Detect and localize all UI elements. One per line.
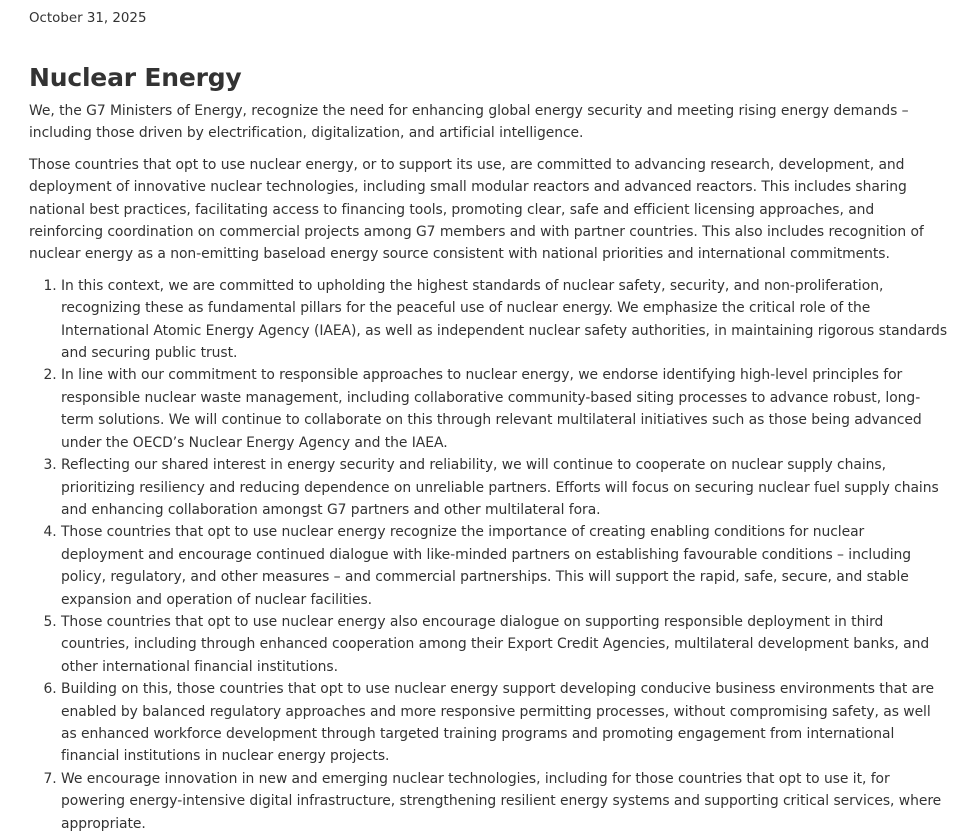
list-item: 4. Those countries that opt to use nuclear energy recognize the importance of creating enabling conditions for nuclear deployment and encourage continued dialogue with like-minded partners on establishing favourable conditions – including policy, regulatory, and other measures – and commercial partnerships. This will support the rapid, safe, secure, and stable expansion and operation of nuclear facilities.	[61, 521, 948, 611]
list-item: 2. In line with our commitment to responsible approaches to nuclear energy, we endorse identifying high-level principles for responsible nuclear waste management, including collaborative community-based siting processes to advance robust, long-term solutions. We will continue to collaborate on this through relevant multilateral initiatives such as those being advanced under the OECD’s Nuclear Energy Agency and the IAEA.	[61, 364, 948, 454]
page-title: Nuclear Energy	[29, 63, 242, 92]
list-item: 5. Those countries that opt to use nuclear energy also encourage dialogue on supporting responsible deployment in third countries, including through enhanced cooperation among their Export Credit Agencies, multilateral development banks, and other international financial institutions.	[61, 611, 948, 678]
list-item: 7. We encourage innovation in new and emerging nuclear technologies, including for those countries that opt to use it, for powering energy-intensive digital infrastructure, strengthening resilient energy systems and supporting critical services, where appropriate.	[61, 768, 948, 835]
context-paragraph: Those countries that opt to use nuclear energy, or to support its use, are committed to advancing research, development, and deployment of innovative nuclear technologies, including small modular reactors and advanced reactors. This includes sharing national best practices, facilitating access to financing tools, promoting clear, safe and efficient licensing approaches, and reinforcing coordination on commercial projects among G7 members and with partner countries. This also includes recognition of nuclear energy as a non-emitting baseload energy source consistent with national priorities and international commitments.	[29, 156, 924, 263]
commitments-list	[29, 275, 948, 835]
list-item: 1. In this context, we are committed to upholding the highest standards of nuclear safety, security, and non-proliferation, recognizing these as fundamental pillars for the peaceful use of nuclear energy. We emphasize the critical role of the International Atomic Energy Agency (IAEA), as well as independent nuclear safety authorities, in maintaining rigorous standards and securing public trust.	[61, 275, 948, 365]
list-item: 6. Building on this, those countries that opt to use nuclear energy support developing conducive business environments that are enabled by balanced regulatory approaches and more responsive permitting processes, without compromising safety, as well as enhanced workforce development through targeted training programs and promoting engagement from international financial institutions in nuclear energy projects.	[61, 678, 948, 768]
intro-paragraph: We, the G7 Ministers of Energy, recognize the need for enhancing global energy security and meeting rising energy demands – including those driven by electrification, digitalization, and artificial intelligence.	[29, 103, 909, 142]
publication-date: October 31, 2025	[29, 11, 147, 26]
list-item: 3. Reflecting our shared interest in energy security and reliability, we will continue to cooperate on nuclear supply chains, prioritizing resiliency and reducing dependence on unreliable partners. Efforts will focus on securing nuclear fuel supply chains and enhancing collaboration amongst G7 partners and other multilateral fora.	[61, 454, 948, 521]
